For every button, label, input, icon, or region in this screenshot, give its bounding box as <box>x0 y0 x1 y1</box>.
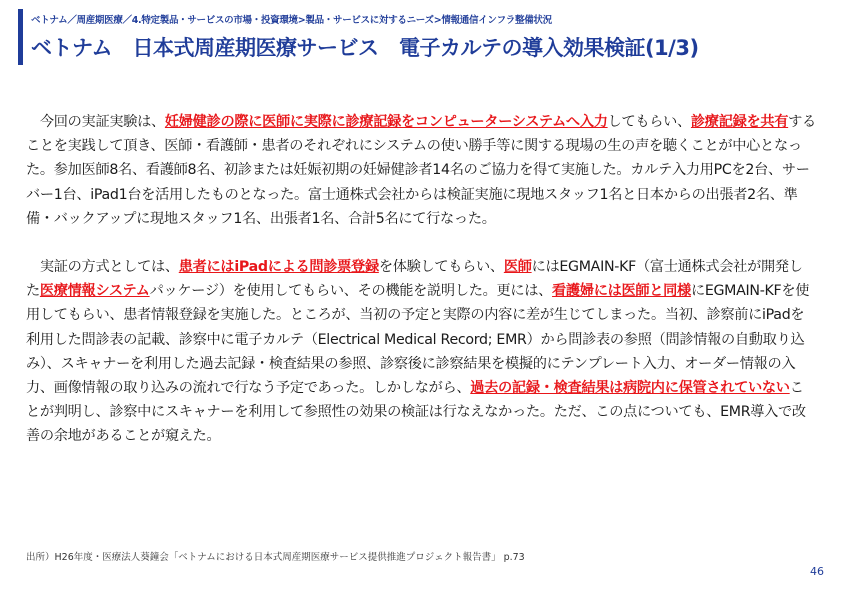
text-run: にはEGMAIN-KF（富士通株式会社が開発した <box>26 259 803 300</box>
text-run: にEGMAIN-KFを使用してもらい、患者情報登録を実施した。ところが、当初の予定と実際の内容に差が生じてしまった。当初、診察前にiPadを利用した問診表の記載、診察中に電子カルテ（Electrical Medical Record; EMR）から問診表の参照（問診情報の自動取り込み）、スキャナーを利用した過去記録・検査結果の参照、診察後に診察結果を模擬的にテンプレート入力、オーダー情報の入力、画像情報の取り込みの流れで行なう予定であった。しかしながら、 <box>26 283 810 397</box>
highlighted-text: 看護婦には医師と同様 <box>552 283 691 300</box>
body-text <box>26 110 816 449</box>
source-citation: 出所）H26年度・医療法人葵鐘会「ベトナムにおける日本式周産期医療サービス提供推進プロジェクト報告書」 p.73 <box>26 552 525 563</box>
text-run: ことが判明し、診察中にスキャナーを利用して参照性の効果の検証は行なえなかった。ただ、この点についても、EMR導入で改善の余地があることが窺えた。 <box>26 380 806 445</box>
highlighted-text: 過去の記録・検査結果は病院内に保管されていない <box>470 380 790 397</box>
highlighted-text: 医師 <box>503 259 532 276</box>
page-number: 46 <box>810 565 824 578</box>
highlighted-text: 医療情報システム <box>39 283 150 300</box>
text-run: することを実践して頂き、医師・看護師・患者のそれぞれにシステムの使い勝手等に関する現場の生の声を聴くことが中心となった。参加医師8名、看護師8名、初診または妊娠初期の妊婦健診者14名のご協力を得て実施した。カルテ入力用PCを2台、サーバー1台、iPad1台を活用したものとなった。富士通株式会社からは検証実施に現地スタッフ1名と日本からの出張者2名、準備・バックアップに現地スタッフ1名、出張者1名、合計5名にて行なった。 <box>26 114 816 227</box>
paragraph-2 <box>26 255 816 449</box>
breadcrumb: ベトナム／周産期医療／4.特定製品・サービスの市場・投資環境>製品・サービスに対するニーズ>情報通信インフラ整備状況 <box>31 15 552 26</box>
paragraph-1 <box>26 110 816 231</box>
text-run: パッケージ）を使用してもらい、その機能を説明した。更には、 <box>149 283 553 300</box>
text-run: 実証の方式としては、 <box>26 259 179 276</box>
text-run: してもらい、 <box>607 114 691 130</box>
text-run: を体験してもらい、 <box>378 259 504 276</box>
highlighted-text: 妊婦健診の際に医師に実際に診療記録をコンピューターシステムへ入力 <box>164 114 608 130</box>
text-run: 今回の実証実験は、 <box>26 114 165 130</box>
page-title: ベトナム 日本式周産期医療サービス 電子カルテの導入効果検証(1/3) <box>31 36 699 60</box>
highlighted-text: 患者にはiPadによる問診票登録 <box>178 259 379 276</box>
highlighted-text: 診療記録を共有 <box>690 114 789 130</box>
title-accent-bar <box>18 9 23 65</box>
